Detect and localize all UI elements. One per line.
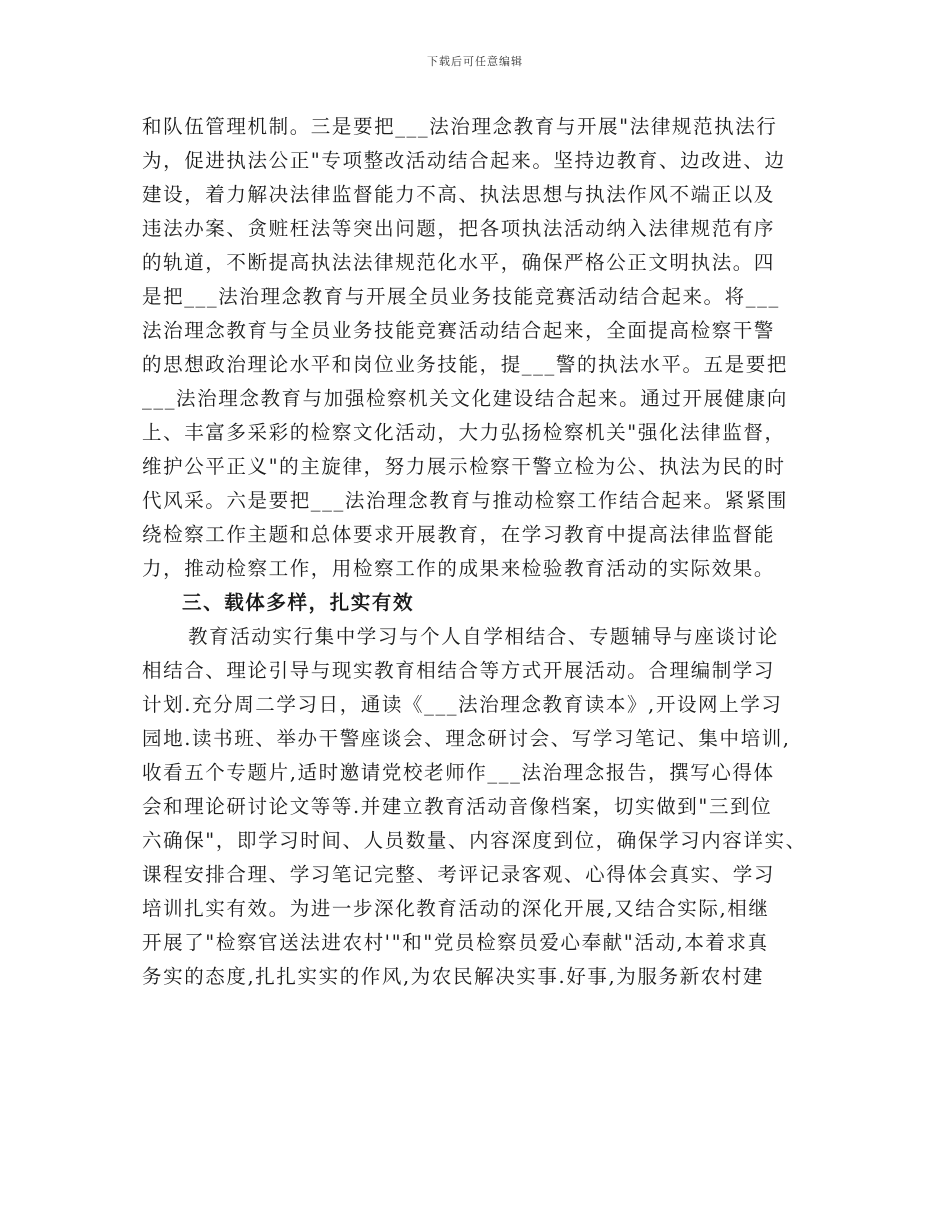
text-line: 和队伍管理机制。三是要把___法治理念教育与开展"法律规范执法行 <box>142 115 778 138</box>
page-header: 下载后可任意编辑 <box>427 55 523 68</box>
text-line: 维护公平正义"的主旋律，努力展示检察干警立检为公、执法为民的时 <box>142 455 786 478</box>
text-line: 收看五个专题片,适时邀请党校老师作___法治理念报告，撰写心得体 <box>142 761 775 784</box>
text-line: 相结合、理论引导与现实教育相结合等方式开展活动。合理编制学习 <box>142 659 776 682</box>
text-line: 是把___法治理念教育与开展全员业务技能竞赛活动结合起来。将___ <box>142 285 780 308</box>
text-line: 绕检察工作主题和总体要求开展教育，在学习教育中提高法律监督能 <box>142 523 776 546</box>
text-line: 开展了"检察官送法进农村'"和"党员检察员爱心奉献"活动,本着求真 <box>142 931 769 954</box>
text-line: 计划.充分周二学习日，通读《___法治理念教育读本》,开设网上学习 <box>142 693 783 716</box>
text-line: 课程安排合理、学习笔记完整、考评记录客观、心得体会真实、学习 <box>142 863 776 886</box>
text-line: 力，推动检察工作，用检察工作的成果来检验教育活动的实际效果。 <box>142 557 776 580</box>
paragraph-first-line: 教育活动实行集中学习与个人自学相结合、专题辅导与座谈讨论 <box>188 625 779 648</box>
text-line: 六确保"，即学习时间、人员数量、内容深度到位，确保学习内容详实、 <box>142 829 807 852</box>
text-line: 建设，着力解决法律监督能力不高、执法思想与执法作风不端正以及 <box>142 183 776 206</box>
text-line: 会和理论研讨论文等等.并建立教育活动音像档案，切实做到"三到位 <box>142 795 773 818</box>
text-line: 上、丰富多采彩的检察文化活动，大力弘扬检察机关"强化法律监督， <box>142 421 786 444</box>
text-line: ___法治理念教育与加强检察机关文化建设结合起来。通过开展健康向 <box>142 387 788 410</box>
text-line: 的思想政治理论水平和岗位业务技能，提___警的执法水平。五是要把 <box>142 353 788 376</box>
text-line: 的轨道，不断提高执法法律规范化水平，确保严格公正文明执法。四 <box>142 251 776 274</box>
text-line: 违法办案、贪赃枉法等突出问题，把各项执法活动纳入法律规范有序 <box>142 217 776 240</box>
text-line: 法治理念教育与全员业务技能竞赛活动结合起来，全面提高检察干警 <box>142 319 776 342</box>
section-heading: 三、载体多样，扎实有效 <box>182 591 415 614</box>
text-line: 代风采。六是要把___法治理念教育与推动检察工作结合起来。紧紧围 <box>142 489 788 512</box>
text-line: 务实的态度,扎扎实实的作风,为农民解决实事.好事,为服务新农村建 <box>142 965 764 988</box>
text-line: 培训扎实有效。为进一步深化教育活动的深化开展,又结合实际,相继 <box>142 897 770 920</box>
text-line: 为，促进执法公正"专项整改活动结合起来。坚持边教育、边改进、边 <box>142 149 786 172</box>
document-body <box>142 110 832 994</box>
text-line: 园地.读书班、举办干警座谈会、理念研讨会、写学习笔记、集中培训, <box>142 727 791 750</box>
